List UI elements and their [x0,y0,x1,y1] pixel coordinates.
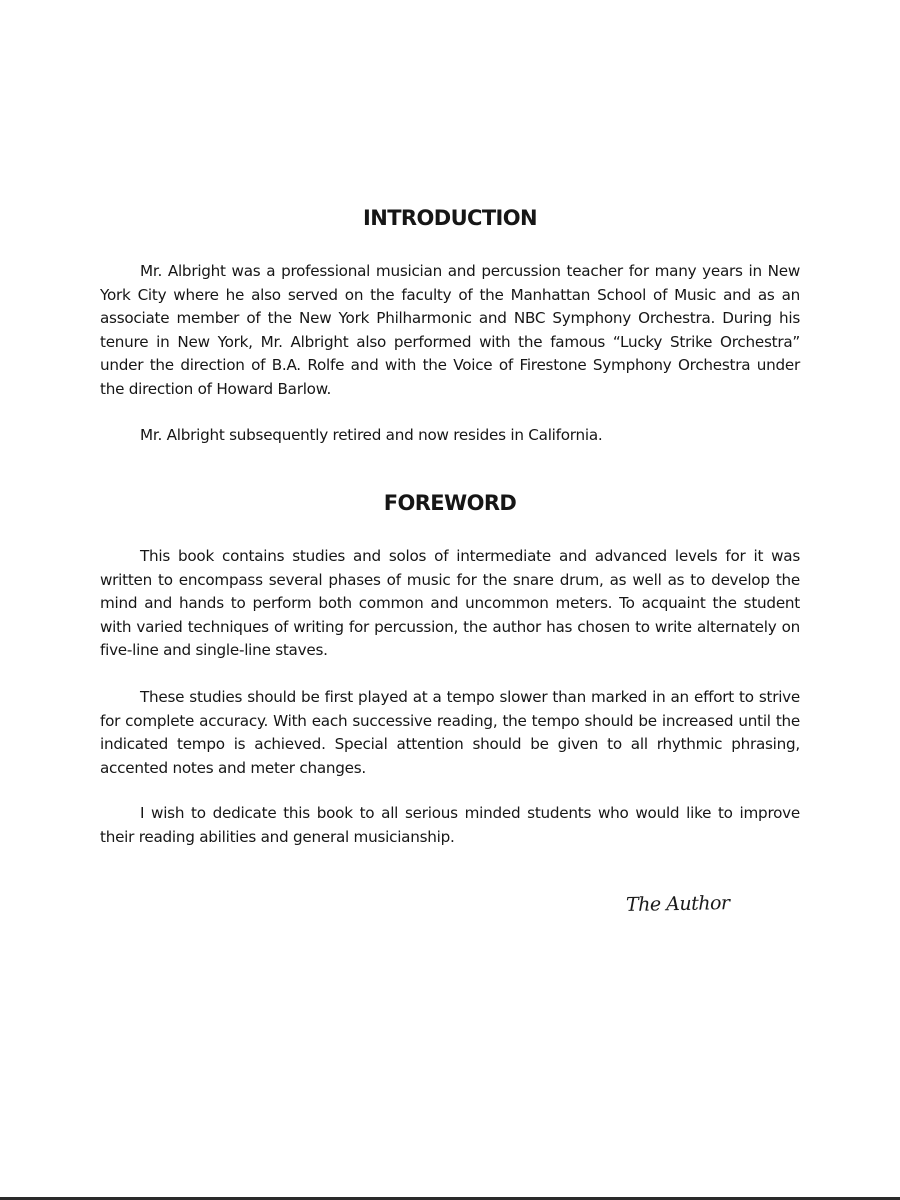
introduction-paragraph-1: Mr. Albright was a professional musician and percussion teacher for many years in New York City where he also served on the faculty of the Manhattan School of Music and as an associate member of the New York Philharmonic and NBC Symphony Orchestra. During his tenure in New York, Mr. Albright also performed with the famous “Lucky Strike Orchestra” under the direction of B.A. Rolfe and with the Voice of Firestone Symphony Orchestra under the direction of Howard Barlow. [100,262,800,398]
foreword-paragraph-1: This book contains studies and solos of intermediate and advanced levels for it was written to encompass several phases of music for the snare drum, as well as to develop the mind and hands to perform both common and uncommon meters. To acquaint the student with varied techniques of writing for percussion, the author has chosen to write alternately on five-line and single-line staves. [100,547,800,659]
author-signature: The Author [625,892,730,916]
foreword-paragraph-3: I wish to dedicate this book to all serious minded students who would like to improve their reading abilities and general musicianship. [100,804,800,846]
introduction-paragraph-2: Mr. Albright subsequently retired and now resides in California. [140,426,603,444]
foreword-paragraph-2: These studies should be first played at a tempo slower than marked in an effort to strive for complete accuracy. With each successive reading, the tempo should be increased until the indicated tempo is achieved. Special attention should be given to all rhythmic phrasing, accented notes and meter changes. [100,688,800,777]
foreword-heading: FOREWORD [383,491,517,515]
introduction-heading: INTRODUCTION [363,206,537,230]
